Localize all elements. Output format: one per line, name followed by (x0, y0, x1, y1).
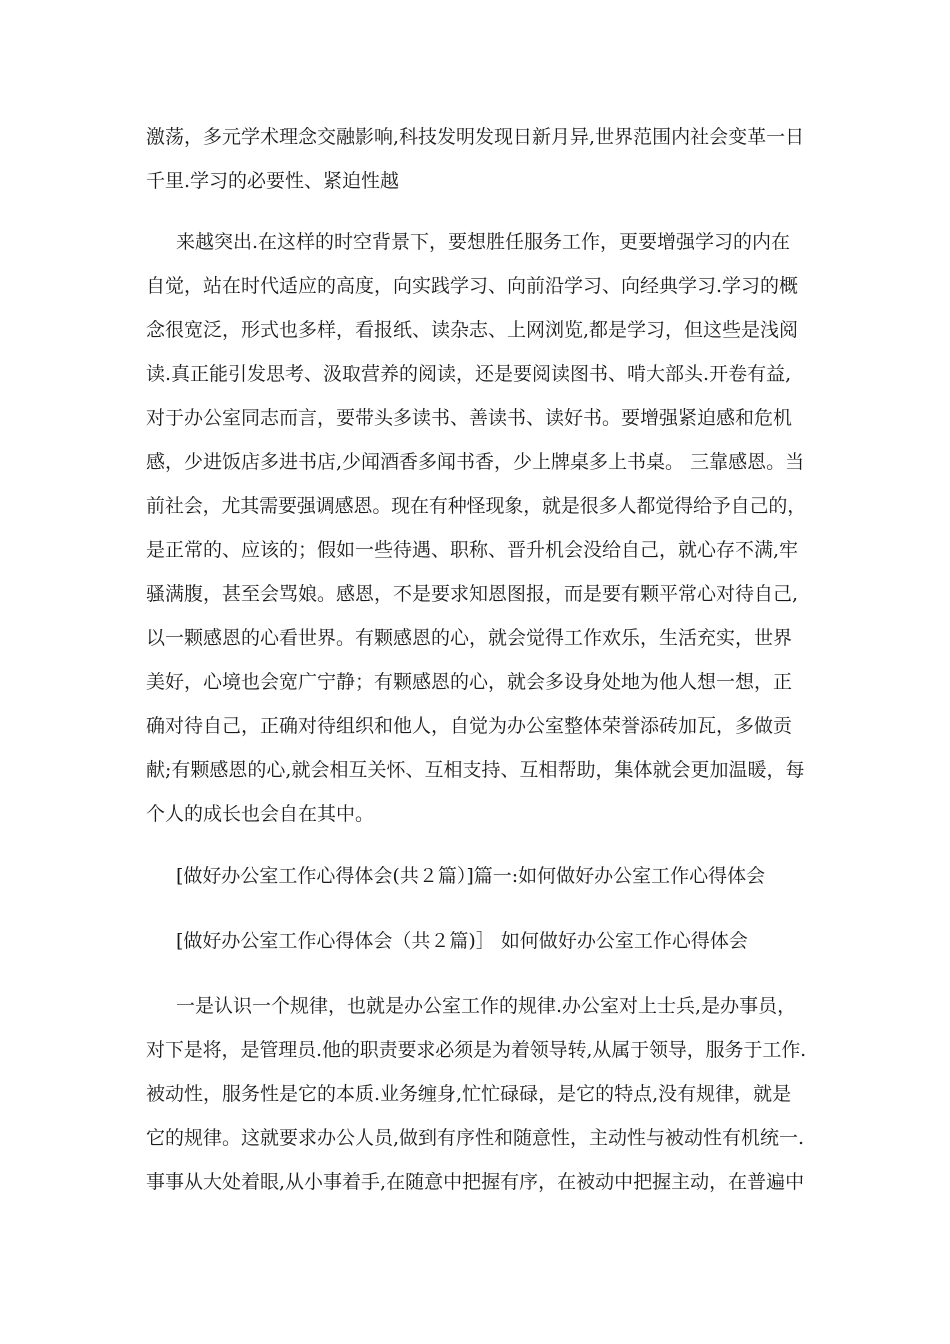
text-line: 前社会，尤其需要强调感恩。现在有种怪现象，就是很多人都觉得给予自己的， (146, 495, 807, 517)
text-line: 来越突出.在这样的时空背景下，要想胜任服务工作，更要增强学习的内在 (176, 231, 791, 253)
text-line: 美好，心境也会宽广宁静；有颗感恩的心，就会多设身处地为他人想一想，正 (146, 671, 793, 693)
text-line: 献;有颗感恩的心,就会相互关怀、互相支持、互相帮助，集体就会更加温暖，每 (146, 759, 805, 781)
text-line: 个人的成长也会自在其中。 (146, 803, 375, 825)
text-line: 感，少进饭店多进书店,少闻酒香多闻书香，少上牌桌多上书桌。 三靠感恩。当 (146, 451, 805, 473)
text-line: 对于办公室同志而言，要带头多读书、善读书、读好书。要增强紧迫感和危机 (146, 407, 793, 429)
text-line: 千里.学习的必要性、紧迫性越 (146, 170, 400, 192)
text-line: 骚满腹，甚至会骂娘。感恩，不是要求知恩图报，而是要有颗平常心对待自己, (146, 583, 799, 605)
text-line: 是正常的、应该的；假如一些待遇、职称、晋升机会没给自己，就心存不满,牢 (146, 539, 799, 561)
text-line: 读.真正能引发思考、汲取营养的阅读，还是要阅读图书、啃大部头.开卷有益, (146, 363, 792, 385)
text-line: 被动性，服务性是它的本质.业务缠身,忙忙碌碌，是它的特点,没有规律，就是 (146, 1083, 792, 1105)
text-line: 一是认识一个规律，也就是办公室工作的规律.办公室对上士兵,是办事员， (176, 995, 797, 1017)
text-line: 以一颗感恩的心看世界。有颗感恩的心，就会觉得工作欢乐，生活充实，世界 (146, 627, 793, 649)
text-line: 对下是将，是管理员.他的职责要求必须是为着领导转,从属于领导，服务于工作. (146, 1039, 807, 1061)
text-line: 念很宽泛，形式也多样，看报纸、读杂志、上网浏览,都是学习，但这些是浅阅 (146, 319, 799, 341)
section-heading: [做好办公室工作心得体会（共２篇)］ 如何做好办公室工作心得体会 (176, 930, 748, 952)
section-heading: [做好办公室工作心得体会(共２篇）]篇一:如何做好办公室工作心得体会 (176, 865, 766, 887)
text-line: 确对待自己，正确对待组织和他人，自觉为办公室整体荣誉添砖加瓦，多做贡 (146, 715, 793, 737)
text-line: 自觉，站在时代适应的高度，向实践学习、向前沿学习、向经典学习.学习的概 (146, 275, 799, 297)
text-line: 事事从大处着眼,从小事着手,在随意中把握有序，在被动中把握主动，在普遍中 (146, 1171, 805, 1193)
text-line: 它的规律。这就要求办公人员,做到有序性和随意性，主动性与被动性有机统一. (146, 1127, 805, 1149)
text-line: 激荡，多元学术理念交融影响,科技发明发现日新月异,世界范围内社会变革一日 (146, 126, 805, 148)
